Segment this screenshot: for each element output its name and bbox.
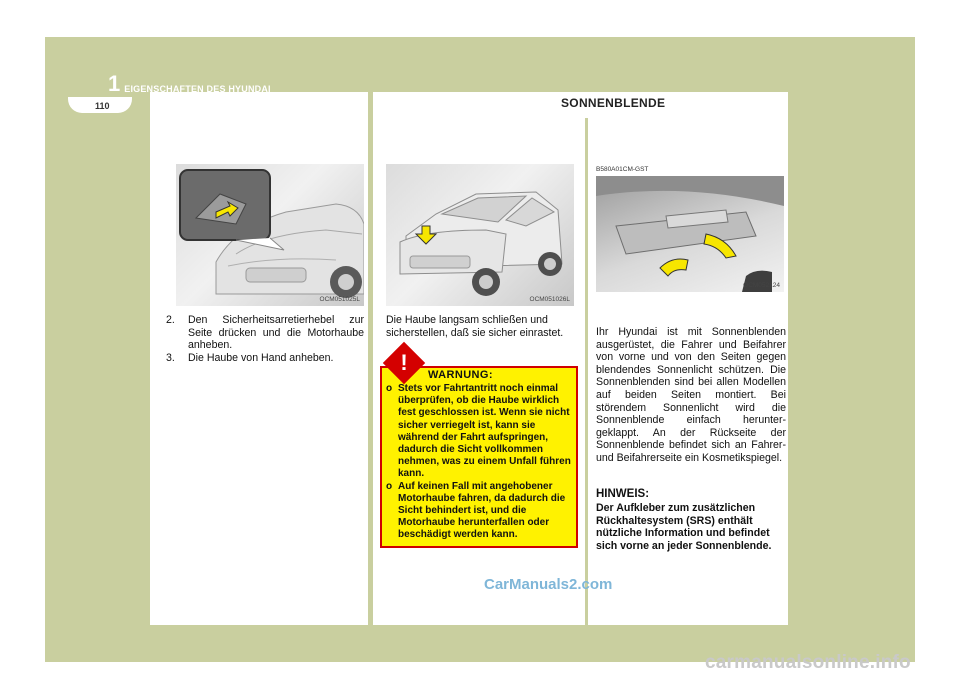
car-front-illustration bbox=[176, 164, 364, 306]
step-text: Die Haube von Hand anheben. bbox=[188, 351, 334, 364]
hood-close-text: Die Haube langsam schließen und sicherstellen, daß sie sicher einrastet. bbox=[386, 314, 564, 339]
hood-close-figure bbox=[386, 164, 574, 306]
sun-visor-figure bbox=[596, 176, 784, 292]
list-item bbox=[166, 352, 364, 365]
section-code: B580A01CM-GST bbox=[596, 166, 649, 173]
list-item bbox=[386, 481, 574, 542]
watermark-link[interactable]: CarManuals2.com bbox=[484, 576, 613, 593]
bullet: o bbox=[386, 480, 393, 492]
step-number: 2. bbox=[166, 314, 175, 326]
chapter-number: 1 bbox=[108, 71, 121, 96]
sun-visor-text: Ihr Hyundai ist mit Sonnenblenden ausgerüstet, die Fahrer und Beifahrer von vorne und von den Seiten gegen blendendes Sonnenlicht schützen. Die Sonnenblenden sind bei allen Modellen auf beiden Seiten montiert. Bei störendem Sonnenlicht wird die Sonnenblende einfach herunter-geklappt. An der Rückseite der Sonnenblende befindet sich an Fahrer-und Beifahrerseite ein Kosmetikspiegel. bbox=[596, 326, 786, 464]
figure-code-middle: OCM051026L bbox=[529, 296, 570, 303]
exclamation-icon: ! bbox=[400, 350, 408, 375]
note-text: Der Aufkleber zum zusätzlichen Rückhaltesystem (SRS) enthält nützliche Information und befindet sich vorne an jeder Sonnenblende. bbox=[596, 502, 772, 552]
note-heading: HINWEIS: bbox=[596, 488, 650, 500]
warning-text: Stets vor Fahrtantritt noch einmal überprüfen, ob die Haube wirklich fest geschlossen ist. Wenn sie nicht sicher verriegelt ist, kann sie während der Fahrt aufspringen, dadurch die Sicht vollkommen nehmen, was zu einem Unfall führen kann. bbox=[398, 383, 571, 480]
chapter-title: EIGENSCHAFTEN DES HYUNDAI bbox=[124, 84, 271, 94]
left-steps bbox=[166, 314, 364, 364]
warning-body bbox=[386, 383, 574, 542]
list-item bbox=[166, 314, 364, 352]
suv-illustration bbox=[386, 164, 574, 306]
footer-site-link[interactable]: carmanualsonline.info bbox=[705, 652, 911, 673]
chapter-heading bbox=[108, 71, 271, 96]
step-text: Den Sicherheitsarretierhebel zur Seite drücken und die Motorhaube anheben. bbox=[188, 314, 364, 352]
step-number: 3. bbox=[166, 351, 175, 364]
page-number: 110 bbox=[95, 101, 110, 111]
figure-code-right: OCM052124 bbox=[743, 282, 780, 289]
list-item bbox=[386, 383, 574, 481]
arrow-swing-icon bbox=[660, 259, 688, 276]
section-title: SONNENBLENDE bbox=[561, 96, 666, 110]
warning-text: Auf keinen Fall mit angehobener Motorhaube fahren, da dadurch die Sicht behindert ist, und die Motorhaube herunterfallen oder beschädigt werden kann. bbox=[398, 480, 566, 541]
hood-release-figure bbox=[176, 164, 364, 306]
warning-title: WARNUNG: bbox=[428, 369, 493, 381]
visor-illustration bbox=[596, 176, 784, 292]
figure-code-left: OCM051025L bbox=[319, 296, 360, 303]
bullet: o bbox=[386, 383, 393, 394]
